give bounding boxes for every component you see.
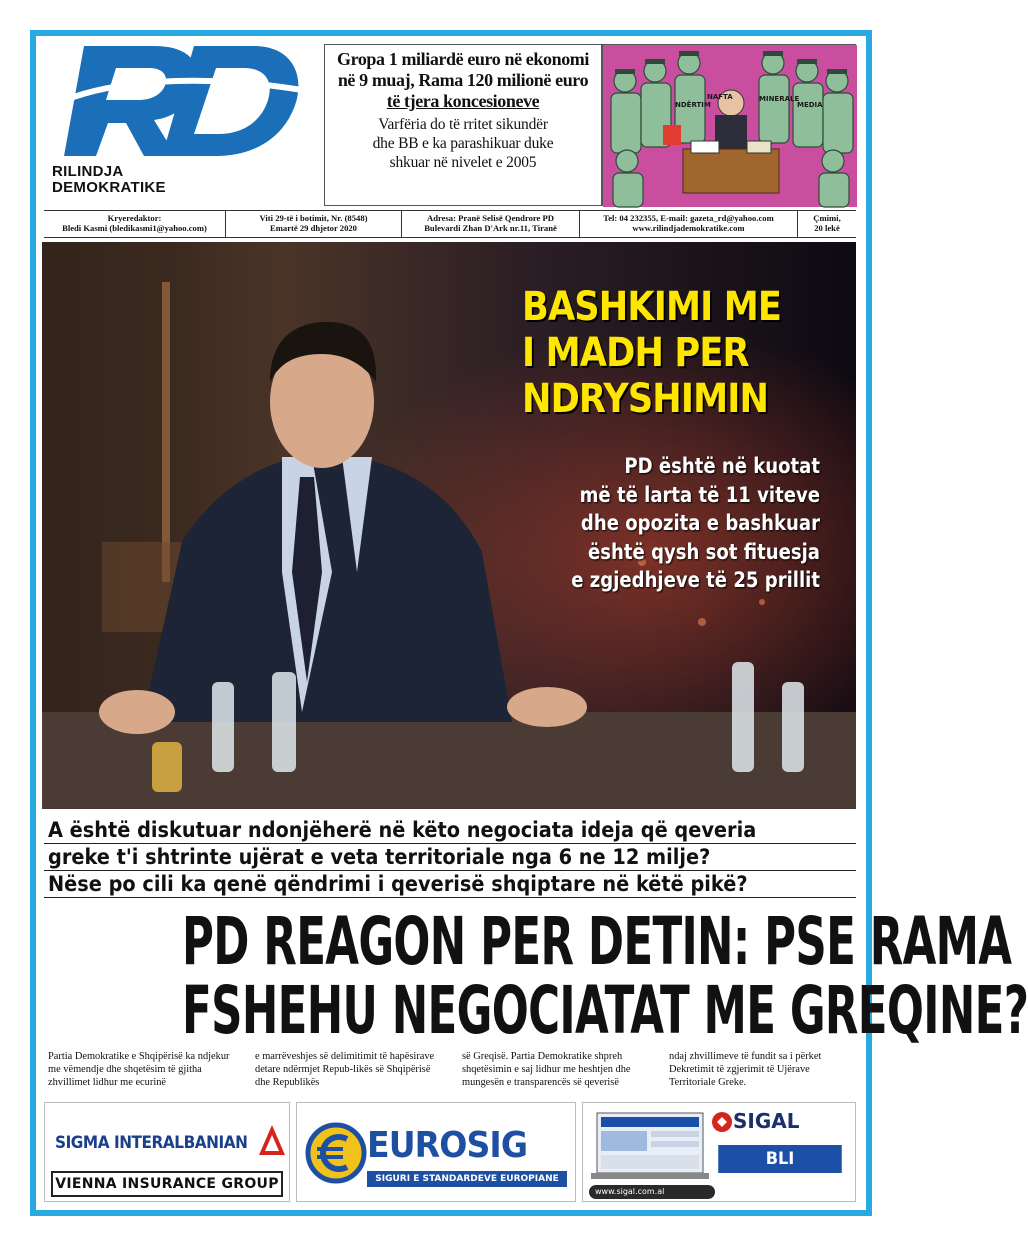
info-strip [44,210,856,238]
question-line-1: A është diskutuar ndonjëherë në këto negociata ideja që qeveria [48,818,757,842]
sigal-website-link[interactable]: www.sigal.com.al [589,1185,715,1199]
price-cell: Çmimi, 20 lekë [813,213,841,233]
eurosig-ad[interactable] [296,1102,576,1202]
laptop-screenshot-icon [591,1111,709,1181]
main-headline-line-2: FSHEHU NEGOCIATAT ME GREQINE? [182,972,1028,1049]
teaser-headline: Gropa 1 miliardë euro në ekonomi në 9 muaj, Rama 120 milionë euro të tjera koncesioneve [336,49,590,111]
svg-text:MEDIA: MEDIA [797,101,823,109]
svg-text:MINERALE: MINERALE [759,95,800,103]
buy-insurance-button[interactable]: BLI SIGURIMIN [718,1145,842,1173]
svg-text:NAFTA: NAFTA [707,93,733,101]
article-column: e marrëveshjes së delimitimit të hapësirave detare ndërmjet Repub-likës së Shqipërisë dhe Republikës [255,1051,435,1088]
sigma-ad[interactable] [44,1102,290,1202]
sigma-brand: SIGMA INTERALBANIAN [55,1133,248,1153]
cartoon-illustration-icon [603,45,857,207]
teaser-box [324,44,602,206]
article-column: Partia Demokratike e Shqipërisë ka ndjekur me vëmendje dhe shqetësim të gjitha zhvillimet lidhur me ecurinë [48,1051,230,1088]
sigal-logo-icon [711,1111,733,1133]
euro-coin-icon [305,1113,367,1193]
masthead-logo [44,38,304,198]
teaser-body: Varfëria do të rritet sikundër dhe BB e ka parashikuar duke shkuar në nivelet e 2005 [372,116,554,171]
question-line-3: Nëse po cili ka qenë qëndrimi i qeverisë shqiptare në këtë pikë? [48,872,748,896]
article-body [48,1050,854,1102]
svg-text:NDËRTIM: NDËRTIM [675,101,711,109]
masthead-name: RILINDJA DEMOKRATIKE [52,163,166,196]
issue-cell: Viti 29-të i botimit, Nr. (8548) Emartë 29 dhjetor 2020 [226,211,402,237]
editor-cell: Kryeredaktor: Bledi Kasmi (bledikasmi1@yahoo.com) [44,211,226,237]
contact-cell: Tel: 04 232355, E-mail: gazeta_rd@yahoo.com www.rilindjademokratike.com [580,211,798,237]
question-divider [44,843,856,844]
eurosig-tagline: SIGURI E STANDARDEVE EUROPIANE [367,1171,567,1187]
political-cartoon [602,44,856,206]
sigal-ad[interactable] [582,1102,856,1202]
rd-logo-icon [44,38,304,168]
sigal-brand: SIGAL [733,1109,800,1133]
address-cell: Adresa: Pranë Selisë Qendrore PD Bulevardi Zhan D'Ark nr.11, Tiranë [402,211,580,237]
article-column: së Greqisë. Partia Demokratike shpreh shqetësimin e saj lidhur me heshtjen dhe mungesën e transparencës së qeverisë [462,1051,631,1088]
sigma-group-label: VIENNA INSURANCE GROUP [51,1171,283,1197]
question-line-2: greke t'i shtrinte ujërat e veta territoriale nga 6 ne 12 milje? [48,845,711,869]
question-divider [44,897,856,898]
question-divider [44,870,856,871]
main-headline-line-1: PD REAGON PER DETIN: PSE RAMA [182,903,1012,980]
cover-subheadline: PD është në kuotat më të larta të 11 viteve dhe opozita e bashkuar është qysh sot fituesja e zgjedhjeve të 25 prillit [571,454,820,592]
cover-headline: BASHKIMI ME I MADH PER NDRYSHIMIN [522,284,782,422]
sigma-triangle-icon [259,1125,285,1155]
article-column: ndaj zhvillimeve të fundit sa i përket Dekretimit të zgjerimit të Ujërave Territoriale Greke. [669,1051,822,1088]
eurosig-brand: EUROSIG [367,1125,528,1166]
